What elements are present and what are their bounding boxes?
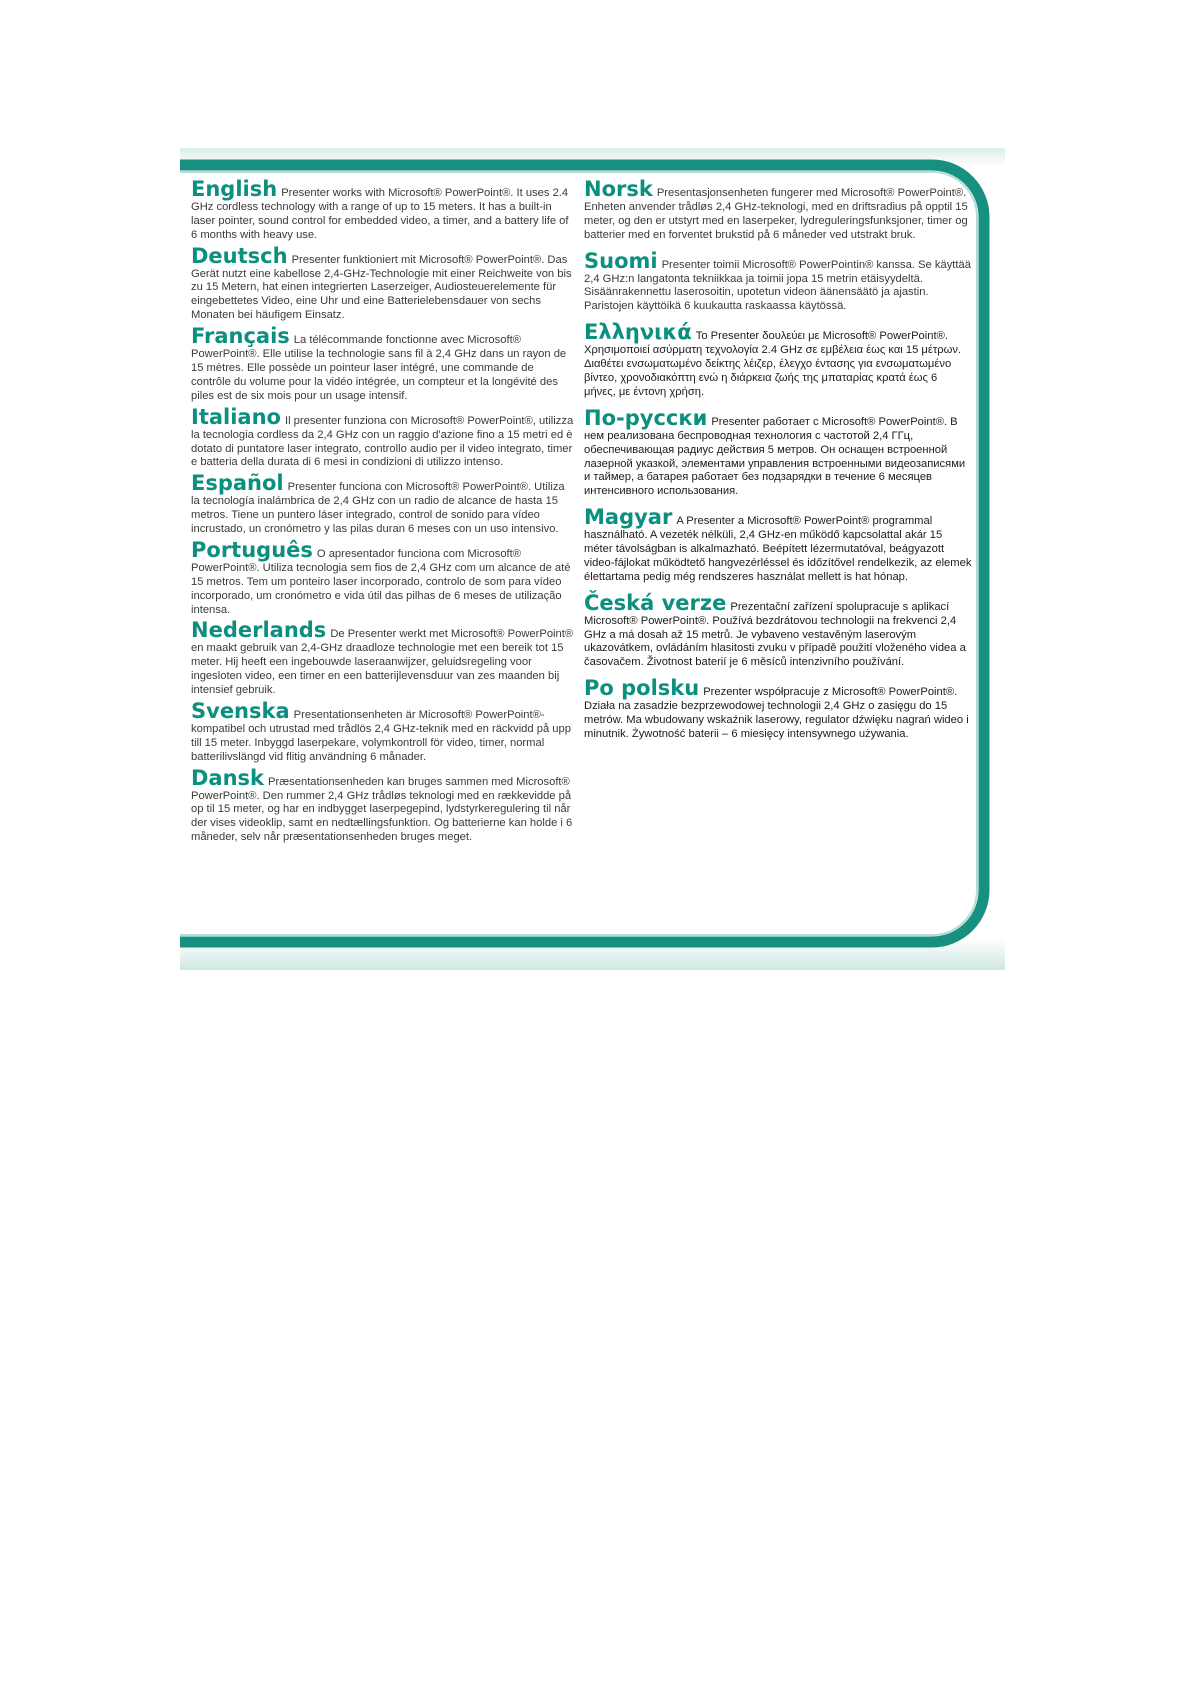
left-column — [191, 177, 576, 849]
entry-dansk — [191, 765, 576, 846]
language-heading: Français — [191, 324, 290, 349]
entry-svenska — [191, 699, 576, 765]
language-heading: По-русски — [584, 405, 708, 430]
language-heading: Ελληνικά — [584, 320, 692, 345]
entry-text: Presenter работает с Microsoft® PowerPoint®. В нем реализована беспроводная технология с частотой 2,4 ГГц, обеспечивающая радиус действия 5 метров. Он оснащен встроенной лазерной указкой, элементами управления встроенными видеозаписями и таймер, а батарея работает без подзарядки в течение 6 месяцев интенсивного использования. — [584, 415, 966, 498]
entry-text: Il presenter funziona con Microsoft® PowerPoint®, utilizza la tecnologia cordless da 2,4 GHz con un raggio d'azione fino a 15 metri ed è dotato di puntatore laser integrato, controllo audio per il video integrato, timer e batteria della durata di 6 mesi in condizioni di utilizzo intenso. — [191, 414, 574, 469]
entry-text: Presentationsenheten är Microsoft® PowerPoint®-kompatibel och utrustad med trådlös 2,4 GHz-teknik med en räckvidd på upp till 15 meter. Inbyggd laserpekare, volymkontroll för video, timer, normal batterilivslängd vid flitig användning 6 månader. — [191, 709, 571, 763]
language-heading: Norsk — [584, 177, 653, 201]
entry-norsk — [584, 177, 972, 243]
entry-english — [191, 177, 576, 243]
entry-text: Prezenter współpracuje z Microsoft® PowerPoint®. Działa na zasadzie bezprzewodowej technologii 2,4 GHz o zasięgu do 15 metrów. Ma wbudowany wskaźnik laserowy, regulator dźwięku nagrań wideo i minutnik. Żywotność baterii – 6 miesięcy intensywnego używania. — [584, 686, 969, 740]
entry-polish — [584, 676, 972, 742]
entry-text: O apresentador funciona com Microsoft® PowerPoint®. Utiliza tecnologia sem fios de 2,4 GHz com um alcance de até 15 metros. Tem um ponteiro laser incorporado, controlo de som para vídeo incorporado, um cronómetro e vida útil das pilhas de 6 meses de utilização intensa. — [191, 547, 571, 616]
entry-text: La télécommande fonctionne avec Microsoft® PowerPoint®. Elle utilise la technologie sans fil à 2,4 GHz dans un rayon de 15 mètres. Elle possède un pointeur laser intégré, une commande de contrôle du volume pour la vidéo intégrée, un compteur et la longévité des piles est de six mois pour un usage intensif. — [191, 334, 567, 402]
entry-deutsch — [191, 243, 576, 324]
entry-text: De Presenter werkt met Microsoft® PowerPoint® en maakt gebruik van 2,4-GHz draadloze technologie met een bereik tot 15 meter. Hij heeft een ingebouwde laseraanwijzer, geluidsregeling voor ingesloten video, een timer en een batterijlevensduur van zes maanden bij intensief gebruik. — [191, 628, 574, 697]
entry-ellinika — [584, 320, 972, 400]
language-heading: Magyar — [584, 505, 673, 530]
language-heading: Česká verze — [584, 590, 727, 615]
language-heading: Español — [191, 471, 284, 496]
language-heading: Dansk — [191, 765, 265, 790]
entry-text: Presentasjonsenheten fungerer med Microsoft® PowerPoint®. Enheten anvender trådløs 2,4 GHz-teknologi, med en driftsradius på opptil 15 meter, og den er utstyrt med en laserpeker, lydreguleringsfunksjoner, timer og batterier med en forventet brukstid på 6 måneder ved utstrakt bruk. — [584, 187, 968, 241]
entry-italiano — [191, 404, 576, 471]
entry-russian — [584, 405, 972, 499]
entry-espanol — [191, 471, 576, 537]
right-column — [584, 177, 972, 751]
language-heading: Português — [191, 537, 313, 562]
entry-suomi — [584, 248, 972, 315]
entry-francais — [191, 324, 576, 404]
entry-czech — [584, 590, 972, 671]
entry-text: A Presenter a Microsoft® PowerPoint® programmal használható. A vezeték nélküli, 2,4 GHz-en működő kapcsolattal akár 15 méter távolságban is alkalmazható. Beépített lézermutatóval, beágyazott video-fájlokat működtető hangvezérléssel és időzítővel rendelkezik, az elemek élettartama pedig még rendszeres használat mellett is hat hónap. — [584, 515, 972, 583]
entry-text: Prezentační zařízení spolupracuje s aplikací Microsoft® PowerPoint®. Používá bezdrátovou technologii na frekvenci 2,4 GHz a má dosah až 15 metrů. Je vybaveno vestavěným laserovým ukazovátkem, ovládáním hlasitosti zvuku v případě použití vloženého videa a časovačem. Životnost baterií je 6 měsíců intenzivního používání. — [584, 600, 966, 669]
entry-text: Presenter toimii Microsoft® PowerPointin® kanssa. Se käyttää 2,4 GHz:n langatonta tekniikkaa ja toimii jopa 15 metrin etäisyydeltä. Sisäänrakennettu laserosoitin, upotetun videon äänensäätö ja ajastin. Paristojen käyttöikä 6 kuukautta raskaassa käytössä. — [584, 258, 971, 313]
language-heading: Suomi — [584, 248, 658, 273]
language-heading: Svenska — [191, 699, 290, 723]
language-heading: Po polsku — [584, 676, 700, 701]
document-card — [180, 148, 1005, 970]
entry-text: Το Presenter δουλεύει με Microsoft® PowerPoint®. Χρησιμοποιεί ασύρματη τεχνολογία 2.4 GHz σε εμβέλεια έως και 15 μέτρων. Διαθέτει ενσωματωμένο δείκτης λέιζερ, έλεγχο έντασης για ενσωματωμένο βίντεο, χρονοδιακόπτη ενώ η διάρκεια ζωής της μπαταρίας κρατά έως 6 μήνες, με έντονη χρήση. — [584, 330, 962, 398]
language-heading: Italiano — [191, 404, 281, 429]
language-heading: Nederlands — [191, 618, 327, 643]
entry-text: Presenter funktioniert mit Microsoft® PowerPoint®. Das Gerät nutzt eine kabellose 2,4-GHz-Technologie mit einer Reichweite von bis zu 15 Metern, hat einen integrierten Laserzeiger, Audiosteuerelemente für eingebettetes Video, eine Uhr und eine Batterielebensdauer von sechs Monaten bei häufigem Einsatz. — [191, 253, 572, 322]
entry-text: Præsentationsenheden kan bruges sammen med Microsoft® PowerPoint®. Den rummer 2,4 GHz trådløs teknologi med en rækkevidde på op til 15 meter, og har en indbygget laserpegepind, lydstyrkeregulering til når der vises videoklip, samt en nedtællingsfunktion. Og batterierne kan holde i 6 måneder, selv når præsentationsenheden bruges meget. — [191, 775, 573, 844]
language-heading: Deutsch — [191, 243, 288, 268]
entry-nederlands — [191, 618, 576, 698]
entry-magyar — [584, 505, 972, 585]
entry-portugues — [191, 537, 576, 618]
entry-text: Presenter works with Microsoft® PowerPoint®. It uses 2.4 GHz cordless technology with a range of up to 15 meters. It has a built-in laser pointer, sound control for embedded video, a timer, and a battery life of 6 months with heavy use. — [191, 187, 569, 241]
language-heading: English — [191, 177, 278, 201]
entry-text: Presenter funciona con Microsoft® PowerPoint®. Utiliza la tecnología inalámbrica de 2,4 GHz con un radio de alcance de hasta 15 metros. Tiene un puntero láser integrado, control de sonido para vídeo incrustado, un cronómetro y las pilas duran 6 meses con un uso intensivo. — [191, 481, 565, 536]
